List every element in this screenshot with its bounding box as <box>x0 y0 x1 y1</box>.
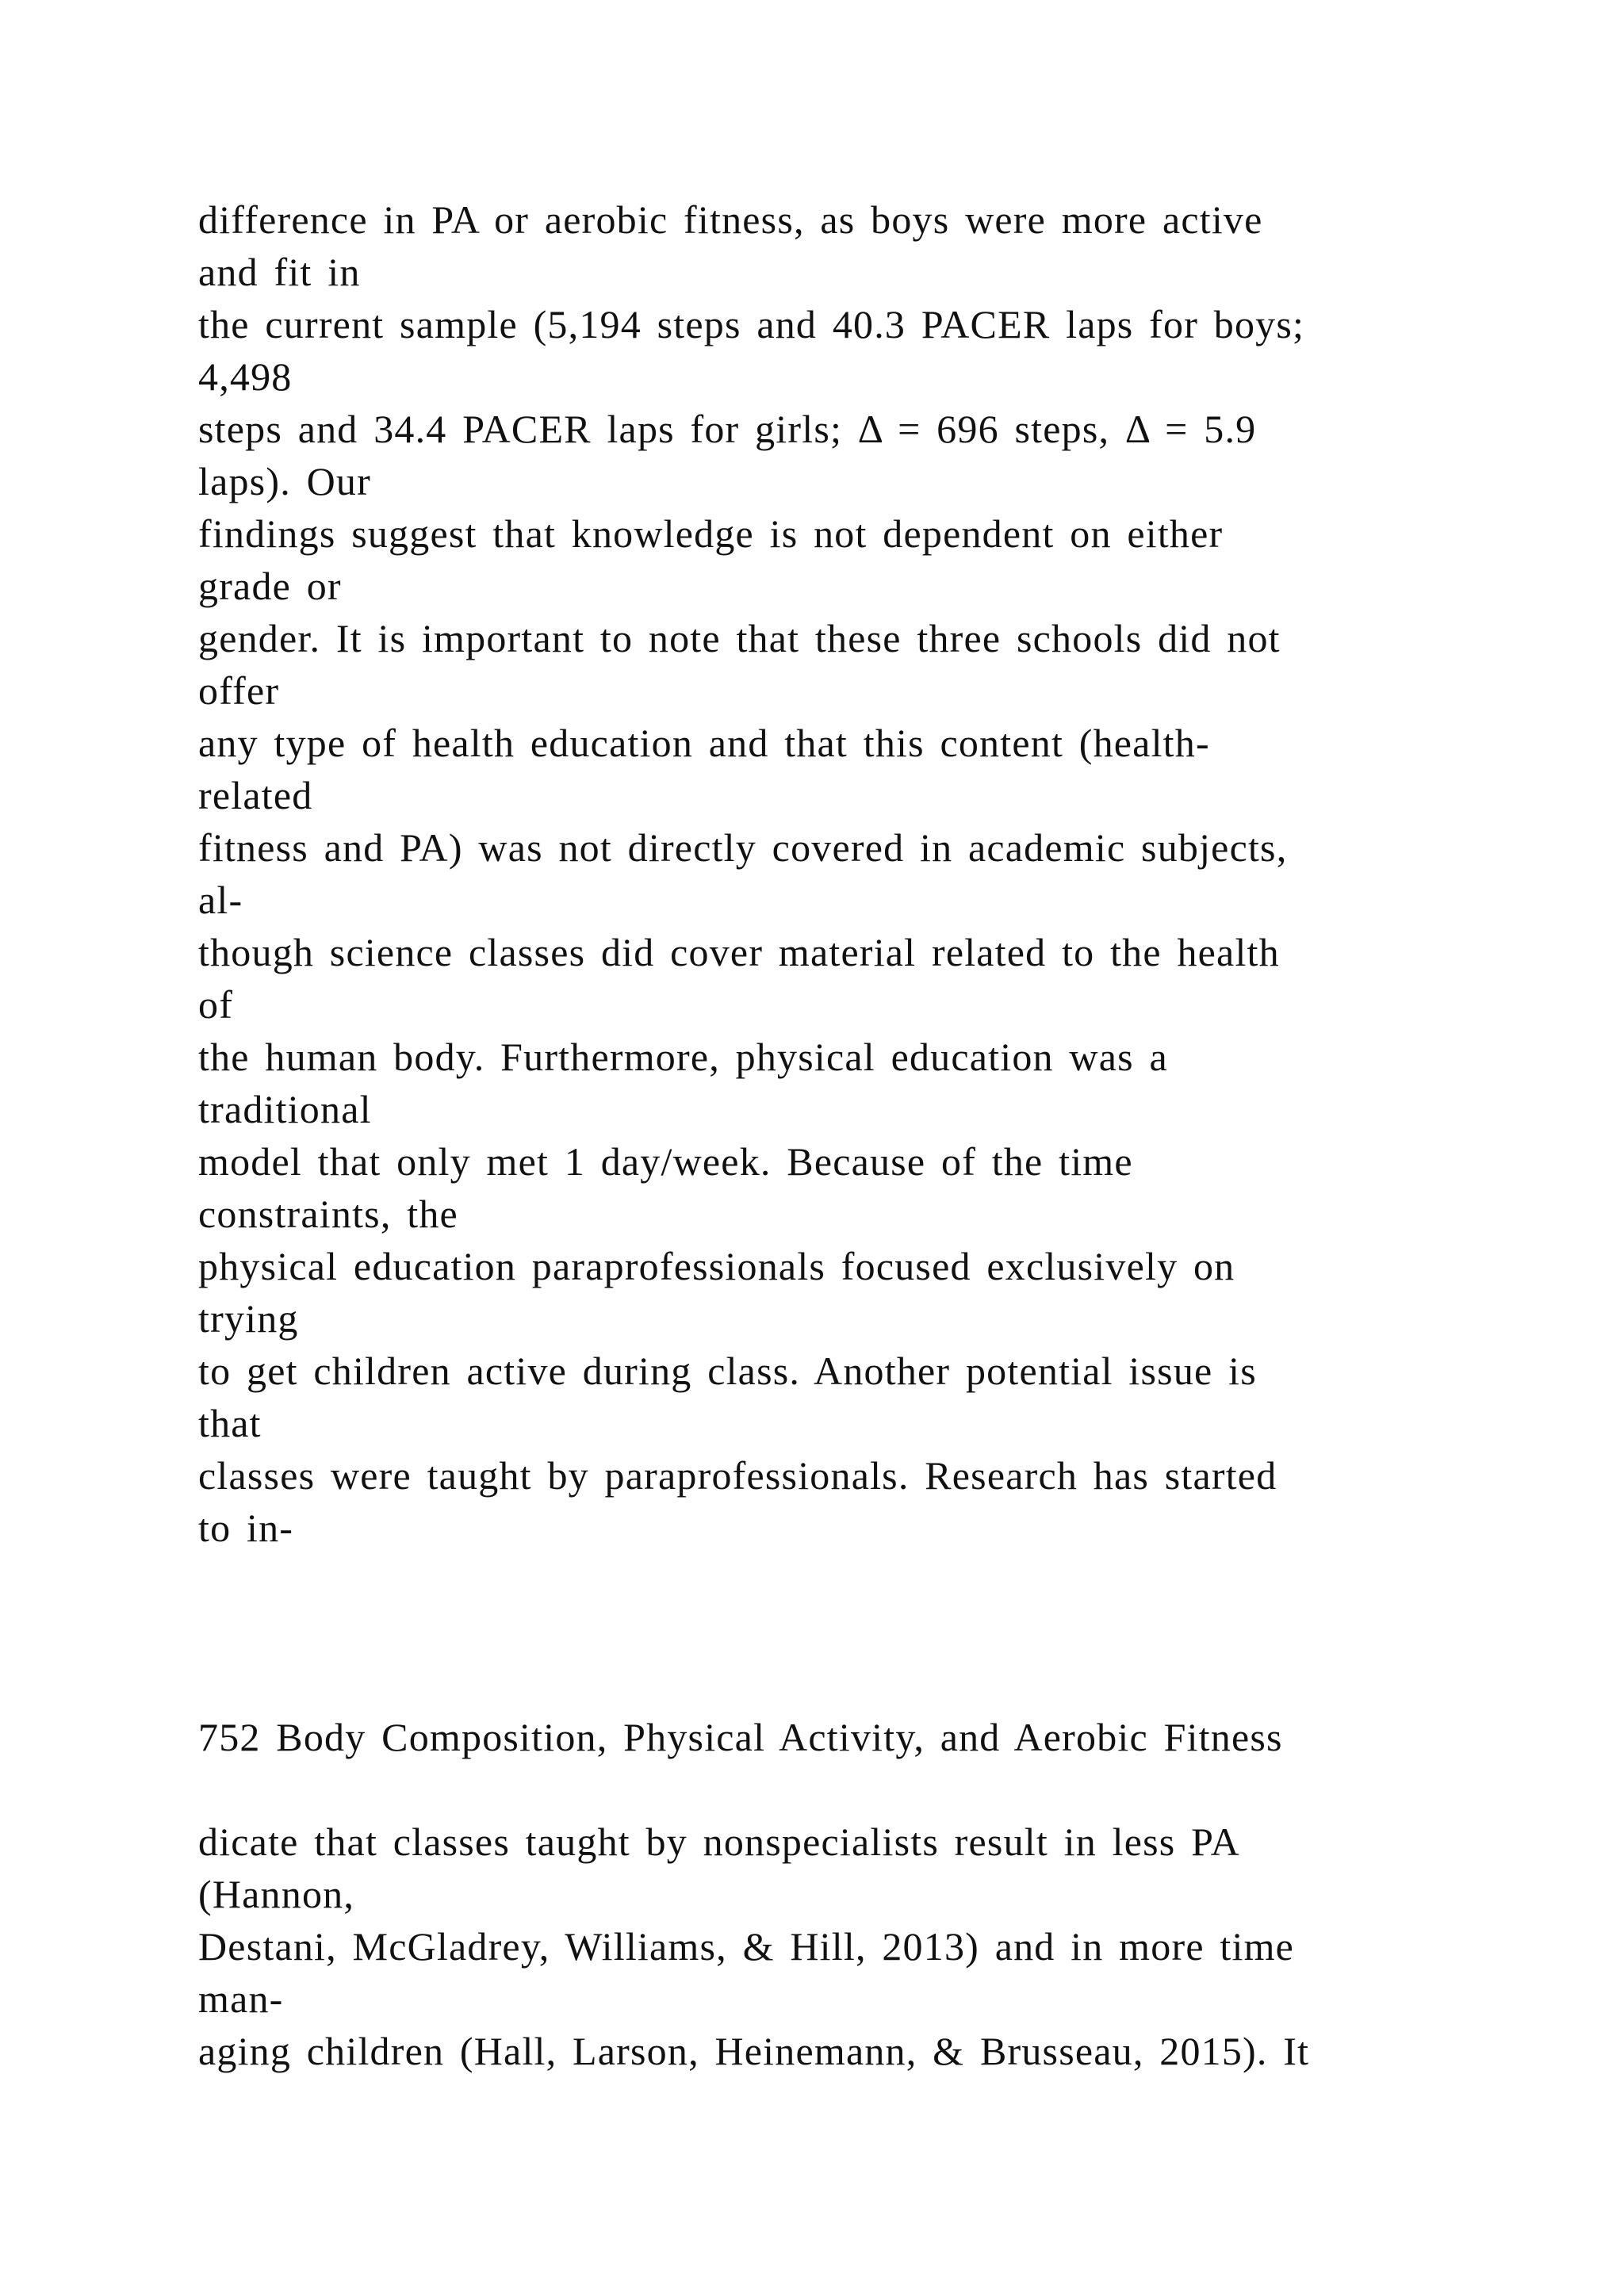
text-line: laps). Our <box>198 459 371 503</box>
text-line: dicate that classes taught by nonspecialists result in less PA <box>198 1820 1240 1864</box>
paragraph-block-top <box>198 193 1467 1554</box>
text-line: classes were taught by paraprofessionals. Research has started <box>198 1453 1277 1498</box>
text-line: 4,498 <box>198 354 293 399</box>
text-line: difference in PA or aerobic fitness, as boys were more active <box>198 197 1263 242</box>
text-line: and fit in <box>198 250 361 294</box>
running-header <box>198 1711 1467 1763</box>
text-line: to get children active during class. Another potential issue is <box>198 1349 1257 1393</box>
text-line: though science classes did cover material related to the health <box>198 930 1280 974</box>
text-line: steps and 34.4 PACER laps for girls; Δ = 696 steps, Δ = 5.9 <box>198 407 1257 451</box>
text-line: findings suggest that knowledge is not dependent on either <box>198 511 1224 556</box>
text-line: man- <box>198 1976 284 2021</box>
text-line: to in- <box>198 1506 294 1550</box>
text-line: physical education paraprofessionals focused exclusively on <box>198 1244 1235 1288</box>
text-line: of <box>198 982 234 1027</box>
text-line: model that only met 1 day/week. Because of the time <box>198 1139 1133 1184</box>
text-line: offer <box>198 668 280 713</box>
text-line: al- <box>198 878 243 922</box>
text-line: (Hannon, <box>198 1872 355 1916</box>
text-line: any type of health education and that this content (health- <box>198 721 1210 765</box>
text-line: that <box>198 1401 262 1445</box>
text-line: aging children (Hall, Larson, Heinemann, & Brusseau, 2015). It <box>198 2029 1310 2073</box>
text-line: related <box>198 773 313 817</box>
text-line: gender. It is important to note that these three schools did not <box>198 616 1281 660</box>
paragraph-block-bottom <box>198 1816 1467 2077</box>
text-line: Destani, McGladrey, Williams, & Hill, 2013) and in more time <box>198 1924 1295 1969</box>
text-line: the human body. Furthermore, physical education was a <box>198 1035 1168 1079</box>
text-line: grade or <box>198 564 342 608</box>
text-line: fitness and PA) was not directly covered in academic subjects, <box>198 825 1288 870</box>
running-header-text: 752 Body Composition, Physical Activity, and Aerobic Fitness <box>198 1715 1283 1759</box>
text-line: traditional <box>198 1087 372 1131</box>
text-line: constraints, the <box>198 1192 458 1236</box>
text-line: the current sample (5,194 steps and 40.3 PACER laps for boys; <box>198 302 1305 346</box>
text-line: trying <box>198 1296 299 1341</box>
